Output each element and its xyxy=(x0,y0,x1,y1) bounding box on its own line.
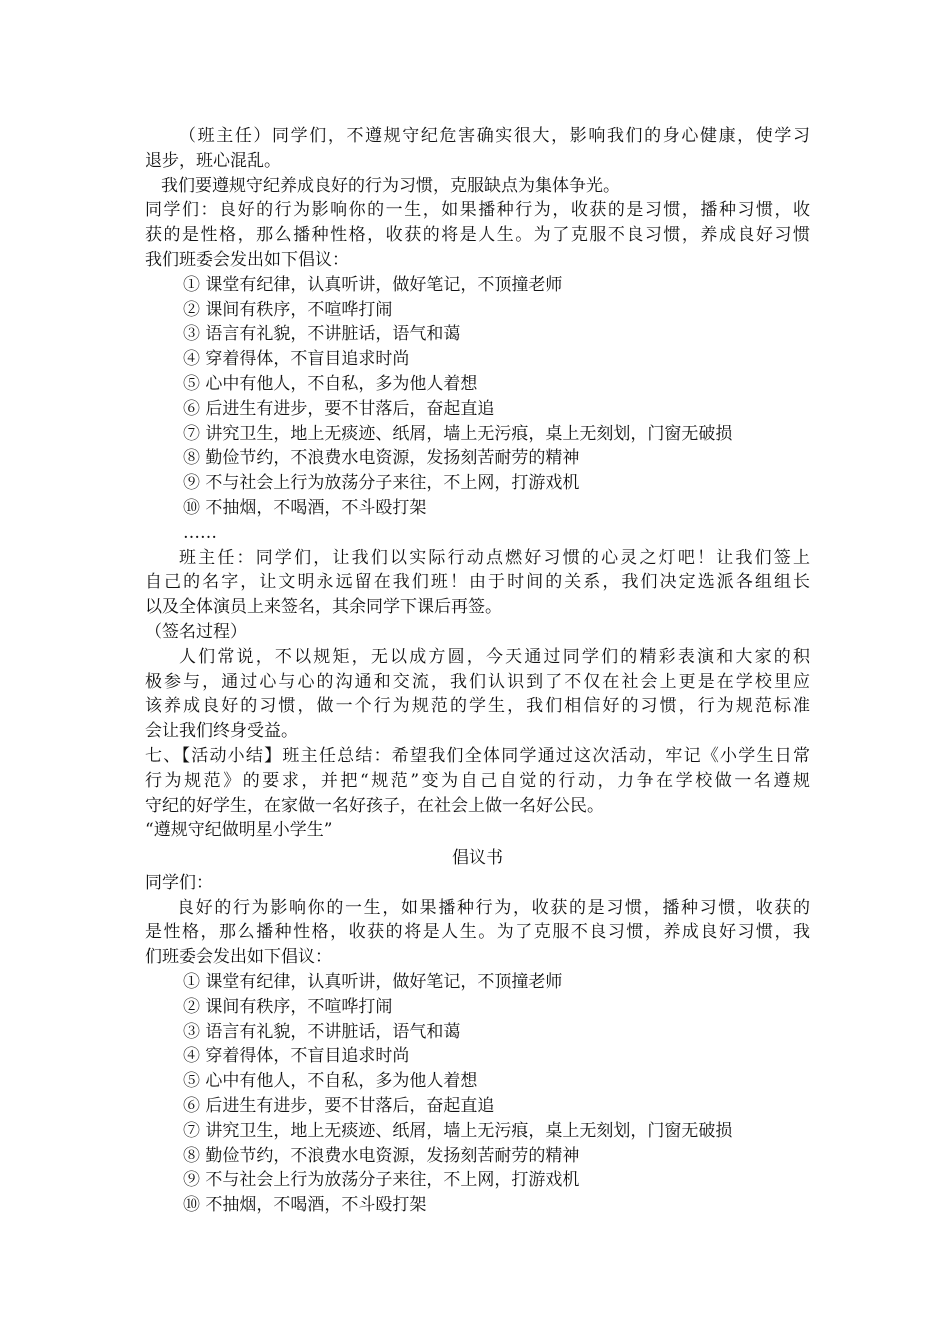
list-item: ⑧ 勤俭节约，不浪费水电资源，发扬刻苦耐劳的精神 xyxy=(183,1145,580,1166)
text-line: 人们常说，不以规矩，无以成方圆，今天通过同学们的精彩表演和大家的积 xyxy=(179,646,810,667)
paragraph-activity-summary xyxy=(145,744,810,818)
list-item: ② 课间有秩序，不喧哗打闹 xyxy=(183,299,393,320)
list-item: ⑥ 后进生有进步，要不甘落后，奋起直追 xyxy=(183,398,495,419)
letter-proposal-list xyxy=(145,970,810,1218)
text-line: 七、【活动小结】班主任总结：希望我们全体同学通过这次活动，牢记《小学生日常 xyxy=(145,745,810,766)
list-item: ② 课间有秩序，不喧哗打闹 xyxy=(183,996,393,1017)
ellipsis: …… xyxy=(183,522,217,543)
text-line: 该养成良好的习惯，做一个行为规范的学生，我们相信好的习惯，行为规范标准 xyxy=(145,696,810,717)
list-item: ③ 语言有礼貌，不讲脏话，语气和蔼 xyxy=(183,1021,461,1042)
text-line: 退步，班心混乱。 xyxy=(145,150,281,171)
letter-title: 倡议书 xyxy=(452,848,503,868)
list-item: ⑥ 后进生有进步，要不甘落后，奋起直追 xyxy=(183,1095,495,1116)
text-line: 行为规范》的要求，并把“规范”变为自己自觉的行动，力争在学校做一名遵规 xyxy=(145,770,810,791)
paragraph-proposal-intro xyxy=(145,198,810,272)
text-line: 以及全体演员上来签名，其余同学下课后再签。 xyxy=(145,597,502,618)
signing-process-note: （签名过程） xyxy=(145,621,247,642)
section-proposal-letter xyxy=(145,846,810,1218)
list-item: ③ 语言有礼貌，不讲脏话，语气和蔼 xyxy=(183,324,461,345)
text-line: 我们班委会发出如下倡议： xyxy=(145,249,349,270)
list-item: ⑦ 讲究卫生，地上无痰迹、纸屑，墙上无污痕，桌上无刻划，门窗无破损 xyxy=(183,423,733,444)
section-a xyxy=(145,124,810,843)
list-item: ⑧ 勤俭节约，不浪费水电资源，发扬刻苦耐劳的精神 xyxy=(183,448,580,469)
text-line: 获的是性格，那么播种性格，收获的将是人生。为了克服不良习惯，养成良好习惯 xyxy=(145,225,810,246)
list-item: ⑨ 不与社会上行为放荡分子来往，不上网，打游戏机 xyxy=(183,1170,580,1191)
list-item: ① 课堂有纪律，认真听讲，做好笔记，不顶撞老师 xyxy=(183,274,563,295)
text-line: 班主任：同学们，让我们以实际行动点燃好习惯的心灵之灯吧！让我们签上 xyxy=(179,547,810,568)
quote-title: “遵规守纪做明星小学生” xyxy=(145,820,333,841)
paragraph-discipline: 我们要遵规守纪养成良好的行为习惯，克服缺点为集体争光。 xyxy=(161,175,620,196)
list-item: ① 课堂有纪律，认真听讲，做好笔记，不顶撞老师 xyxy=(183,971,563,992)
letter-salutation: 同学们： xyxy=(145,872,213,893)
text-line: 同学们：良好的行为影响你的一生，如果播种行为，收获的是习惯，播种习惯，收 xyxy=(145,200,810,221)
list-item: ④ 穿着得体，不盲目追求时尚 xyxy=(183,1046,410,1067)
paragraph-signing xyxy=(145,546,810,620)
list-item: ④ 穿着得体，不盲目追求时尚 xyxy=(183,349,410,370)
text-line: （班主任）同学们，不遵规守纪危害确实很大，影响我们的身心健康，使学习 xyxy=(179,126,810,146)
text-line: 极参与，通过心与心的沟通和交流，我们认识到了不仅在社会上更是在学校里应 xyxy=(145,671,810,692)
text-line: 守纪的好学生，在家做一名好孩子，在社会上做一名好公民。 xyxy=(145,795,604,816)
list-item: ⑦ 讲究卫生，地上无痰迹、纸屑，墙上无污痕，桌上无刻划，门窗无破损 xyxy=(183,1120,733,1141)
letter-paragraph xyxy=(145,896,810,970)
text-line: 是性格，那么播种性格，收获的将是人生。为了克服不良习惯，养成良好习惯，我 xyxy=(145,922,810,943)
list-item: ⑨ 不与社会上行为放荡分子来往，不上网，打游戏机 xyxy=(183,473,580,494)
list-item: ⑩ 不抽烟，不喝酒，不斗殴打架 xyxy=(183,1195,427,1216)
paragraph-teacher-warning xyxy=(145,124,810,174)
proposal-list xyxy=(145,273,810,521)
list-item: ⑤ 心中有他人，不自私，多为他人着想 xyxy=(183,373,478,394)
text-line: 会让我们终身受益。 xyxy=(145,721,298,742)
text-line: 自己的名字，让文明永远留在我们班！由于时间的关系，我们决定选派各组组长 xyxy=(145,572,810,593)
text-line: 们班委会发出如下倡议： xyxy=(145,947,332,968)
list-item: ⑩ 不抽烟，不喝酒，不斗殴打架 xyxy=(183,497,427,518)
list-item: ⑤ 心中有他人，不自私，多为他人着想 xyxy=(183,1071,478,1092)
text-line: 良好的行为影响你的一生，如果播种行为，收获的是习惯，播种习惯，收获的 xyxy=(177,897,810,918)
paragraph-conclusion xyxy=(145,645,810,744)
